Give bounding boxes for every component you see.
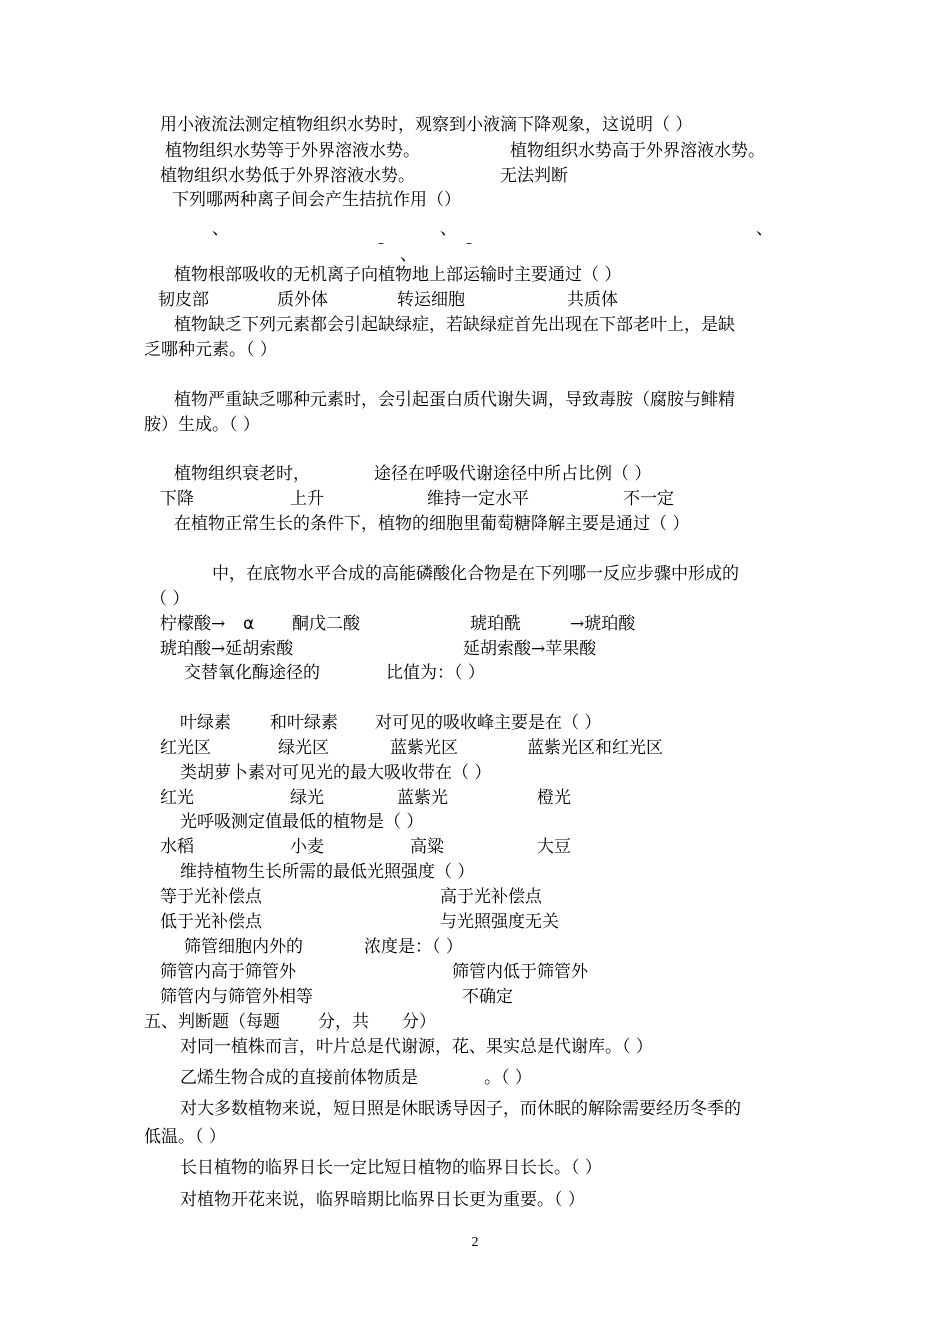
q3-option-c: 转运细胞 bbox=[397, 290, 465, 310]
q2-fragment: 、 bbox=[400, 245, 417, 265]
q8-stem-line2: （ ） bbox=[150, 589, 190, 609]
section5-heading-part3: 分） bbox=[402, 1012, 436, 1032]
q5-stem-line1: 植物严重缺乏哪种元素时，会引起蛋白质代谢失调，导致毒胺（腐胺与鲱精 bbox=[174, 390, 735, 410]
q6-stem-part1: 植物组织衰老时， bbox=[174, 464, 310, 484]
q3-option-a: 韧皮部 bbox=[158, 290, 209, 310]
q8-option-a-part2: 酮戊二酸 bbox=[292, 614, 360, 634]
q10-option-a: 红光区 bbox=[160, 738, 211, 758]
q9-stem-part2: 比值为：（ ） bbox=[386, 663, 485, 683]
q3-stem: 植物根部吸收的无机离子向植物地上部运输时主要通过（ ） bbox=[174, 265, 622, 285]
section5-heading-part1: 五、判断题（每题 bbox=[144, 1012, 280, 1032]
q13-option-c: 低于光补偿点 bbox=[160, 912, 262, 932]
q13-option-b: 高于光补偿点 bbox=[440, 887, 542, 907]
q8-option-b-part1: 琥珀酰 bbox=[470, 614, 521, 634]
tf-item-5: 对植物开花来说，临界暗期比临界日长更为重要。（ ） bbox=[180, 1190, 585, 1210]
q12-option-c: 高粱 bbox=[410, 837, 444, 857]
q8-option-a-alpha: α bbox=[243, 614, 255, 634]
q12-option-a: 水稻 bbox=[160, 837, 194, 857]
q1-option-d: 无法判断 bbox=[500, 166, 568, 186]
q2-fragment: 、 bbox=[440, 219, 457, 239]
q11-option-c: 蓝紫光 bbox=[397, 788, 448, 808]
q1-stem: 用小液流法测定植物组织水势时，观察到小液滴下降观象，这说明（ ） bbox=[160, 115, 693, 135]
q12-option-b: 小麦 bbox=[290, 837, 324, 857]
tf-item-2-part2: 。（ ） bbox=[484, 1068, 532, 1088]
q8-option-d: 延胡索酸→苹果酸 bbox=[463, 639, 597, 659]
q14-option-c: 筛管内与筛管外相等 bbox=[160, 987, 313, 1007]
q10-stem-part3: 对可见的吸收峰主要是在（ ） bbox=[375, 713, 602, 733]
q10-option-d: 蓝紫光区和红光区 bbox=[527, 738, 663, 758]
q12-stem: 光呼吸测定值最低的植物是（ ） bbox=[180, 812, 424, 832]
q11-option-b: 绿光 bbox=[290, 788, 324, 808]
q3-option-d: 共质体 bbox=[567, 290, 618, 310]
q2-fragment: 、 bbox=[756, 219, 773, 239]
section5-heading-part2: 分，共 bbox=[318, 1012, 369, 1032]
q7-stem: 在植物正常生长的条件下，植物的细胞里葡萄糖降解主要是通过（ ） bbox=[174, 514, 690, 534]
q6-option-b: 上升 bbox=[290, 489, 324, 509]
q14-stem-part2: 浓度是：（ ） bbox=[364, 937, 463, 957]
q2-fragment: – bbox=[378, 236, 384, 250]
q11-option-a: 红光 bbox=[160, 788, 194, 808]
q9-stem-part1: 交替氧化酶途径的 bbox=[184, 663, 320, 683]
q6-option-d: 不一定 bbox=[623, 489, 674, 509]
tf-item-3-line2: 低温。（ ） bbox=[144, 1127, 226, 1147]
q8-option-b-part2: →琥珀酸 bbox=[570, 614, 636, 634]
tf-item-2-part1: 乙烯生物合成的直接前体物质是 bbox=[180, 1068, 418, 1088]
q4-stem-line2: 乏哪种元素。（ ） bbox=[144, 340, 277, 360]
q6-option-c: 维持一定水平 bbox=[427, 489, 529, 509]
q8-stem-line1: 中，在底物水平合成的高能磷酸化合物是在下列哪一反应步骤中形成的 bbox=[212, 564, 739, 584]
q14-option-d: 不确定 bbox=[462, 987, 513, 1007]
q1-option-b: 植物组织水势高于外界溶液水势。 bbox=[510, 141, 765, 161]
tf-item-1: 对同一植株而言，叶片总是代谢源，花、果实总是代谢库。（ ） bbox=[180, 1037, 653, 1057]
q3-option-b: 质外体 bbox=[277, 290, 328, 310]
q11-option-d: 橙光 bbox=[537, 788, 571, 808]
q13-stem: 维持植物生长所需的最低光照强度（ ） bbox=[180, 862, 475, 882]
q10-stem-part2: 和叶绿素 bbox=[270, 713, 338, 733]
q1-option-a: 植物组织水势等于外界溶液水势。 bbox=[165, 141, 420, 161]
q10-option-c: 蓝紫光区 bbox=[390, 738, 458, 758]
q14-option-b: 筛管内低于筛管外 bbox=[452, 962, 588, 982]
q14-option-a: 筛管内高于筛管外 bbox=[160, 962, 296, 982]
q13-option-d: 与光照强度无关 bbox=[440, 912, 559, 932]
page-number: 2 bbox=[471, 1235, 479, 1250]
q4-stem-line1: 植物缺乏下列元素都会引起缺绿症，若缺绿症首先出现在下部老叶上，是缺 bbox=[174, 315, 735, 335]
q13-option-a: 等于光补偿点 bbox=[160, 887, 262, 907]
q10-option-b: 绿光区 bbox=[278, 738, 329, 758]
q10-stem-part1: 叶绿素 bbox=[180, 713, 231, 733]
q6-stem-part2: 途径在呼吸代谢途径中所占比例（ ） bbox=[374, 464, 652, 484]
q1-option-c: 植物组织水势低于外界溶液水势。 bbox=[160, 166, 415, 186]
q11-stem: 类胡萝卜素对可见光的最大吸收带在（ ） bbox=[180, 763, 492, 783]
q14-stem-part1: 筛管细胞内外的 bbox=[184, 937, 303, 957]
q12-option-d: 大豆 bbox=[537, 837, 571, 857]
q6-option-a: 下降 bbox=[160, 489, 194, 509]
q8-option-c: 琥珀酸→延胡索酸 bbox=[160, 639, 294, 659]
q8-option-a-part1: 柠檬酸→ bbox=[160, 614, 226, 634]
q2-fragment: 、 bbox=[212, 219, 229, 239]
tf-item-3-line1: 对大多数植物来说，短日照是休眠诱导因子，而休眠的解除需要经历冬季的 bbox=[180, 1099, 741, 1119]
q2-stem: 下列哪两种离子间会产生拮抗作用（） bbox=[172, 190, 461, 210]
q2-fragment: – bbox=[466, 236, 472, 250]
q5-stem-line2: 胺）生成。（ ） bbox=[144, 415, 260, 435]
tf-item-4: 长日植物的临界日长一定比短日植物的临界日长长。（ ） bbox=[180, 1158, 602, 1178]
